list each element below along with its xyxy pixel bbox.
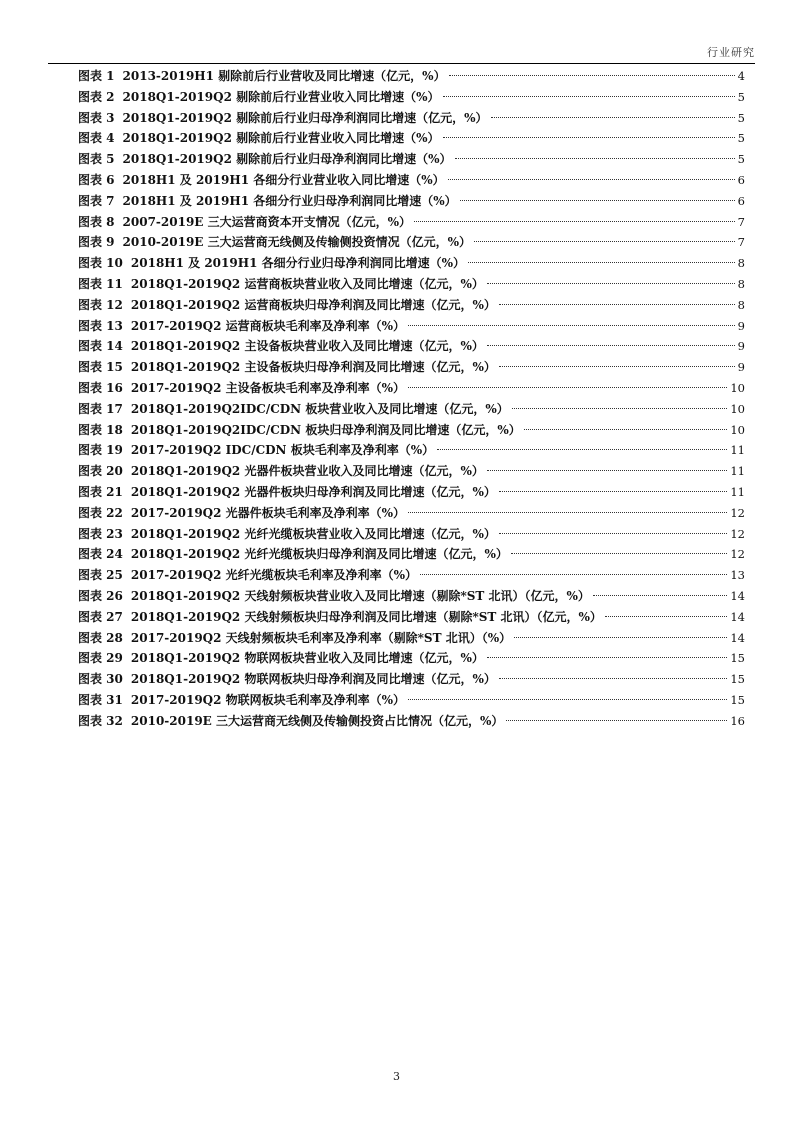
toc-entry[interactable] (78, 669, 745, 690)
toc-entry[interactable] (78, 149, 745, 170)
toc-entry-number: 图表 6 (78, 172, 115, 187)
toc-entry-page: 7 (737, 235, 745, 250)
dot-leader (605, 616, 727, 617)
dot-leader (408, 325, 735, 326)
toc-entry-title: 2018Q1-2019Q2 剔除前后行业营业收入同比增速（%） (122, 89, 440, 104)
dot-leader (443, 96, 735, 97)
dot-leader (420, 574, 727, 575)
toc-entry-page: 5 (737, 89, 745, 104)
dot-leader (511, 553, 728, 554)
toc-entry-title: 2018Q1-2019Q2IDC/CDN 板块归母净利润及同比增速（亿元，%） (130, 422, 521, 437)
toc-entry-title: 2010-2019E 三大运营商无线侧及传输侧投资占比情况（亿元，%） (130, 713, 504, 728)
toc-entry[interactable] (78, 336, 745, 357)
toc-entry-page: 9 (737, 318, 745, 333)
dot-leader (499, 533, 728, 534)
toc-entry-title: 2017-2019Q2 天线射频板块毛利率及净利率（剔除*ST 北讯）（%） (130, 630, 512, 645)
toc-entry[interactable] (78, 357, 745, 378)
dot-leader (491, 117, 735, 118)
toc-entry[interactable] (78, 482, 745, 503)
toc-entry-title: 2018Q1-2019Q2 天线射频板块营业收入及同比增速（剔除*ST 北讯）（亿元，%） (130, 588, 590, 603)
toc-entry-page: 10 (730, 422, 745, 437)
toc-entry-number: 图表 4 (78, 131, 115, 146)
dot-leader (474, 241, 735, 242)
toc-entry[interactable] (78, 440, 745, 461)
figure-index-list (78, 66, 745, 732)
toc-entry-title: 2018Q1-2019Q2 光纤光缆板块归母净利润及同比增速（亿元，%） (130, 547, 508, 562)
running-header: 行业研究 (707, 46, 755, 59)
toc-entry-number: 图表 21 (78, 484, 123, 499)
toc-entry[interactable] (78, 170, 745, 191)
dot-leader (593, 595, 727, 596)
toc-entry[interactable] (78, 253, 745, 274)
toc-entry-page: 10 (730, 380, 745, 395)
toc-entry[interactable] (78, 420, 745, 441)
toc-entry-number: 图表 11 (78, 276, 123, 291)
toc-entry-page: 12 (730, 505, 745, 520)
toc-entry-page: 5 (737, 152, 745, 167)
dot-leader (524, 429, 728, 430)
toc-entry-page: 5 (737, 110, 745, 125)
header-divider (48, 63, 755, 64)
toc-entry-title: 2018Q1-2019Q2 物联网板块归母净利润及同比增速（亿元，%） (130, 672, 496, 687)
toc-entry-page: 10 (730, 401, 745, 416)
toc-entry[interactable] (78, 565, 745, 586)
dot-leader (499, 366, 735, 367)
toc-entry-number: 图表 26 (78, 588, 123, 603)
toc-entry-title: 2018Q1-2019Q2 物联网板块营业收入及同比增速（亿元，%） (130, 651, 484, 666)
toc-entry-number: 图表 32 (78, 713, 123, 728)
toc-entry-page: 14 (730, 630, 745, 645)
dot-leader (455, 158, 735, 159)
toc-entry-title: 2007-2019E 三大运营商资本开支情况（亿元，%） (122, 214, 412, 229)
dot-leader (449, 75, 735, 76)
dot-leader (499, 678, 728, 679)
toc-entry-number: 图表 25 (78, 568, 123, 583)
toc-entry[interactable] (78, 503, 745, 524)
dot-leader (499, 491, 728, 492)
toc-entry[interactable] (78, 544, 745, 565)
toc-entry-title: 2018Q1-2019Q2 光器件板块归母净利润及同比增速（亿元，%） (130, 484, 496, 499)
toc-entry-title: 2017-2019Q2 物联网板块毛利率及净利率（%） (130, 692, 406, 707)
toc-entry-page: 12 (730, 526, 745, 541)
toc-entry[interactable] (78, 607, 745, 628)
toc-entry[interactable] (78, 274, 745, 295)
dot-leader (448, 179, 735, 180)
toc-entry-page: 8 (737, 297, 745, 312)
toc-entry-title: 2018Q1-2019Q2 主设备板块归母净利润及同比增速（亿元，%） (130, 360, 496, 375)
toc-entry-number: 图表 9 (78, 235, 115, 250)
dot-leader (408, 699, 727, 700)
toc-entry-number: 图表 24 (78, 547, 123, 562)
toc-entry[interactable] (78, 586, 745, 607)
dot-leader (512, 408, 728, 409)
toc-entry-page: 11 (730, 464, 745, 479)
toc-entry-page: 4 (737, 69, 745, 83)
toc-entry-page: 14 (730, 609, 745, 624)
toc-entry-title: 2018Q1-2019Q2 剔除前后行业营业收入同比增速（%） (122, 131, 440, 146)
toc-entry-page: 16 (730, 713, 745, 728)
toc-entry-page: 14 (730, 588, 745, 603)
toc-entry[interactable] (78, 191, 745, 212)
dot-leader (499, 304, 735, 305)
dot-leader (414, 221, 735, 222)
toc-entry-page: 8 (737, 276, 745, 291)
toc-entry-title: 2018H1 及 2019H1 各细分行业营业收入同比增速（%） (122, 172, 445, 187)
toc-entry-title: 2010-2019E 三大运营商无线侧及传输侧投资情况（亿元，%） (122, 235, 472, 250)
toc-entry[interactable] (78, 711, 745, 732)
toc-entry-number: 图表 19 (78, 443, 123, 458)
toc-entry[interactable] (78, 66, 745, 87)
dot-leader (514, 637, 727, 638)
toc-entry-number: 图表 2 (78, 89, 115, 104)
toc-entry-title: 2017-2019Q2 主设备板块毛利率及净利率（%） (130, 380, 406, 395)
toc-entry-page: 15 (730, 651, 745, 666)
toc-entry-title: 2017-2019Q2 光器件板块毛利率及净利率（%） (130, 505, 406, 520)
toc-entry-title: 2017-2019Q2 IDC/CDN 板块毛利率及净利率（%） (130, 443, 435, 458)
toc-entry-page: 6 (737, 193, 745, 208)
toc-entry[interactable] (78, 232, 745, 253)
dot-leader (487, 283, 735, 284)
toc-entry-title: 2018Q1-2019Q2 主设备板块营业收入及同比增速（亿元，%） (130, 339, 484, 354)
toc-entry-number: 图表 20 (78, 464, 123, 479)
dot-leader (408, 387, 727, 388)
toc-entry-number: 图表 13 (78, 318, 123, 333)
toc-entry-number: 图表 15 (78, 360, 123, 375)
toc-entry-title: 2018Q1-2019Q2 光器件板块营业收入及同比增速（亿元，%） (130, 464, 484, 479)
toc-entry-number: 图表 5 (78, 152, 115, 167)
toc-entry-page: 15 (730, 672, 745, 687)
toc-entry-number: 图表 28 (78, 630, 123, 645)
toc-entry-number: 图表 7 (78, 193, 115, 208)
toc-entry-number: 图表 12 (78, 297, 123, 312)
toc-entry[interactable] (78, 295, 745, 316)
dot-leader (443, 137, 735, 138)
toc-entry-number: 图表 27 (78, 609, 123, 624)
toc-entry-title: 2018Q1-2019Q2 光纤光缆板块营业收入及同比增速（亿元，%） (130, 526, 496, 541)
dot-leader (468, 262, 735, 263)
toc-entry-page: 11 (730, 484, 745, 499)
toc-entry[interactable] (78, 212, 745, 233)
toc-entry-number: 图表 17 (78, 401, 123, 416)
toc-entry-title: 2017-2019Q2 运营商板块毛利率及净利率（%） (130, 318, 406, 333)
page-number: 3 (393, 1070, 400, 1083)
toc-entry-number: 图表 16 (78, 380, 123, 395)
toc-entry[interactable] (78, 378, 745, 399)
dot-leader (487, 657, 728, 658)
dot-leader (437, 449, 727, 450)
dot-leader (506, 720, 727, 721)
toc-entry-page: 9 (737, 339, 745, 354)
toc-entry-number: 图表 30 (78, 672, 123, 687)
toc-entry[interactable] (78, 648, 745, 669)
toc-entry-number: 图表 23 (78, 526, 123, 541)
toc-entry[interactable] (78, 87, 745, 108)
toc-entry-title: 2013-2019H1 剔除前后行业营收及同比增速（亿元，%） (122, 69, 446, 83)
toc-entry-page: 11 (730, 443, 745, 458)
toc-entry[interactable] (78, 399, 745, 420)
toc-entry[interactable] (78, 524, 745, 545)
dot-leader (408, 512, 727, 513)
toc-entry-number: 图表 14 (78, 339, 123, 354)
toc-entry[interactable] (78, 128, 745, 149)
toc-entry-page: 13 (730, 568, 745, 583)
dot-leader (487, 345, 735, 346)
toc-entry-title: 2018Q1-2019Q2 运营商板块归母净利润及同比增速（亿元，%） (130, 297, 496, 312)
dot-leader (460, 200, 735, 201)
toc-entry-title: 2018Q1-2019Q2 天线射频板块归母净利润及同比增速（剔除*ST 北讯）（亿元，%） (130, 609, 602, 624)
toc-entry-number: 图表 29 (78, 651, 123, 666)
dot-leader (487, 470, 728, 471)
toc-entry-title: 2018Q1-2019Q2IDC/CDN 板块营业收入及同比增速（亿元，%） (130, 401, 509, 416)
toc-entry[interactable] (78, 628, 745, 649)
toc-entry-number: 图表 22 (78, 505, 123, 520)
toc-entry[interactable] (78, 108, 745, 129)
toc-entry-title: 2018Q1-2019Q2 运营商板块营业收入及同比增速（亿元，%） (130, 276, 484, 291)
toc-entry-title: 2017-2019Q2 光纤光缆板块毛利率及净利率（%） (130, 568, 418, 583)
toc-entry-page: 5 (737, 131, 745, 146)
toc-entry-page: 15 (730, 692, 745, 707)
toc-entry-number: 图表 10 (78, 256, 123, 271)
toc-entry[interactable] (78, 690, 745, 711)
toc-entry[interactable] (78, 461, 745, 482)
toc-entry-page: 6 (737, 172, 745, 187)
toc-entry-number: 图表 18 (78, 422, 123, 437)
toc-entry-number: 图表 31 (78, 692, 123, 707)
toc-entry[interactable] (78, 316, 745, 337)
toc-entry-page: 9 (737, 360, 745, 375)
toc-entry-page: 7 (737, 214, 745, 229)
toc-entry-number: 图表 3 (78, 110, 115, 125)
toc-entry-title: 2018Q1-2019Q2 剔除前后行业归母净利润同比增速（%） (122, 152, 452, 167)
toc-entry-page: 8 (737, 256, 745, 271)
toc-entry-title: 2018H1 及 2019H1 各细分行业归母净利润同比增速（%） (130, 256, 465, 271)
toc-entry-number: 图表 1 (78, 69, 115, 83)
toc-entry-page: 12 (730, 547, 745, 562)
toc-entry-number: 图表 8 (78, 214, 115, 229)
toc-entry-title: 2018Q1-2019Q2 剔除前后行业归母净利润同比增速（亿元，%） (122, 110, 488, 125)
toc-entry-title: 2018H1 及 2019H1 各细分行业归母净利润同比增速（%） (122, 193, 457, 208)
